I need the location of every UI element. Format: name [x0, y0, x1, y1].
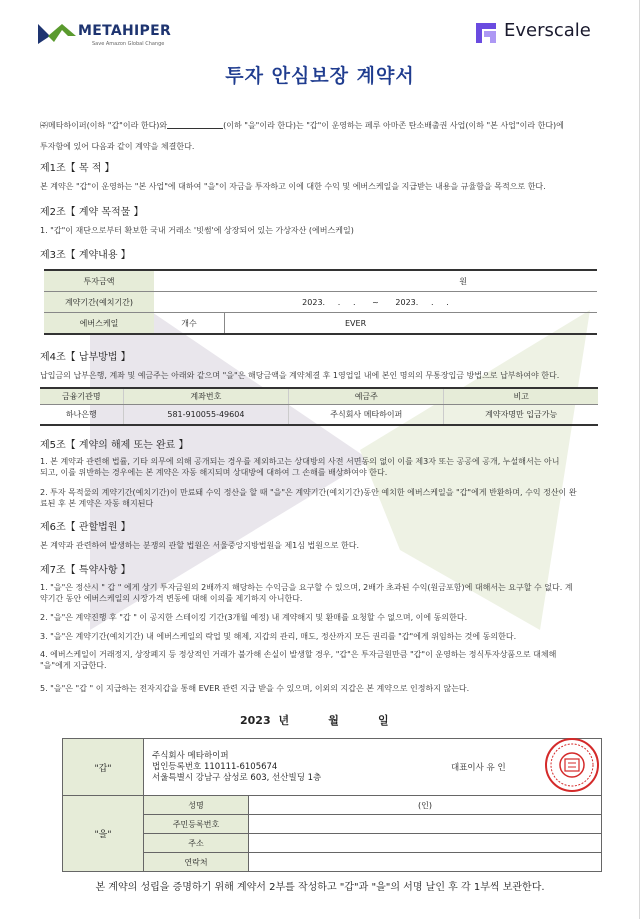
payment-account-table [40, 387, 598, 426]
contract-terms-table [44, 269, 597, 335]
article-7-heading: 제7조【 특약사항 】 [40, 565, 131, 576]
intro-paragraph [40, 119, 600, 154]
article-7-clause-2: 2. "을"은 계약진행 후 "갑 " 이 공지한 스테이킹 기간(3개월 예정) 내 계약해지 및 환매를 요청할 수 없으며, 이에 동의한다. [40, 613, 468, 622]
article-4-body: 납입금의 납부은행, 계좌 및 예금주는 아래와 같으며 "을"은 해당금액을 계약체결 후 1영업일 내에 본인 명의의 무통장입금 방법으로 납부하여야 한다. [40, 371, 560, 380]
metahiper-logo-tagline: Save Amazon Global Change [92, 41, 165, 47]
address-label: 주소 [144, 834, 249, 853]
account-holder: 주식회사 메타하이퍼 [289, 405, 444, 426]
article-6-heading: 제6조【 관할법원 】 [40, 522, 131, 533]
period-start: 2023. . . [302, 297, 356, 307]
company-seal-stamp [544, 737, 600, 793]
article-7-clause-1-line2: 약기간 동안 에버스케일의 시장가격 변동에 대해 이의를 제기하지 아니한다. [40, 594, 303, 603]
article-5-clause-2-line1: 2. 투자 목적물의 계약기간(예치기간)이 만료돼 수익 정산을 할 때 "을"은 계약기간(예치기간)동안 예치한 에버스케일을 "갑"에게 반환하며, 수익 정산이 완 [40, 488, 577, 497]
article-5-heading: 제5조【 계약의 해제 또는 완료 】 [40, 440, 189, 451]
investment-amount-label: 투자금액 [44, 270, 154, 292]
party-a-representative: 대표이사 유 인 [437, 739, 602, 796]
investment-amount-unit: 원 [154, 270, 597, 292]
signature-table [62, 738, 602, 872]
party-b-label: "을" [63, 796, 144, 872]
rrn-field[interactable] [249, 815, 602, 834]
intro-line2: 투자함에 있어 다음과 같이 계약을 체결한다. [40, 142, 195, 151]
article-5-clause-1-line2: 되고, 이를 위반하는 경우에는 본 계약은 자동 해지되며 상대방에 대하여 그 손해를 배상하여야 한다. [40, 468, 388, 477]
article-7-clause-4-line1: 4. 에버스케일이 거래정지, 상장폐지 등 정상적인 거래가 불가해 손실이 발생할 경우, "갑"은 투자금원만큼 "갑"이 운영하는 정식투자상품으로 대체해 [40, 650, 557, 659]
party-a-label: "갑" [63, 739, 144, 796]
address-field[interactable] [249, 834, 602, 853]
rrn-label: 주민등록번호 [144, 815, 249, 834]
party-a-address: 서울특별시 강남구 삼성로 603, 선산빌딩 1층 [152, 772, 322, 783]
closing-statement: 본 계약의 성립을 증명하기 위해 계약서 2부를 작성하고 "갑"과 "을"의 서명 날인 후 각 1부씩 보관한다. [95, 882, 545, 893]
account-note: 계약자명만 입금가능 [444, 405, 598, 426]
party-a-registration: 법인등록번호 110111-6105674 [152, 761, 278, 772]
account-number: 581-910055-49604 [123, 405, 289, 426]
bank-name: 하나은행 [40, 405, 123, 426]
article-7-clause-4-line2: "을"에게 지급한다. [40, 661, 107, 670]
note-header: 비고 [444, 388, 598, 405]
bank-header: 금융기관명 [40, 388, 123, 405]
everscale-logo-name: Everscale [504, 20, 591, 41]
article-1-body: 본 계약은 "갑"이 운영하는 "본 사업"에 대하여 "을"이 자금을 투자하고 이에 대한 수익 및 에버스케일을 지급받는 내용을 규율함을 목적으로 한다. [40, 182, 546, 191]
period-end: 2023. . . [395, 297, 449, 307]
article-2-heading: 제2조【 계약 목적물 】 [40, 207, 144, 218]
everscale-unit: EVER [225, 313, 598, 335]
contact-field[interactable] [249, 853, 602, 872]
contract-period-field [154, 292, 597, 313]
article-5-clause-1 [40, 456, 600, 478]
article-5-clause-2-line2: 료된 후 본 계약은 자동 해지된다 [40, 499, 154, 508]
contact-label: 연락처 [144, 853, 249, 872]
article-7-clause-1-line1: 1. "을"은 정산시 " 갑 " 에게 상기 투자금원의 2배까지 해당하는 수익금을 요구할 수 있으며, 2배가 초과된 수익(원금포함)에 대해서는 요구할 수 없다. 계 [40, 583, 573, 592]
everscale-count-label: 개수 [154, 313, 225, 335]
metahiper-logo-icon [38, 22, 76, 44]
article-2-body: 1. "갑"이 재단으로부터 확보한 국내 거래소 '빗썸'에 상장되어 있는 가상자산 (에버스케일) [40, 226, 354, 235]
contract-period-label: 계약기간(예치기간) [44, 292, 154, 313]
metahiper-logo [38, 22, 172, 48]
everscale-logo [474, 20, 591, 49]
article-4-heading: 제4조【 납부방법 】 [40, 352, 131, 363]
party-b-name-blank[interactable] [167, 120, 223, 129]
intro-part1: ㈜메타하이퍼(이하 "갑"이라 한다)와 [40, 121, 168, 130]
period-separator: ~ [372, 297, 379, 307]
metahiper-logo-name: METAHIPER [78, 23, 172, 39]
article-7-clause-5: 5. "을"은 "갑 " 이 지급하는 전자지갑을 통해 EVER 관련 지급 받을 수 있으며, 이외의 지갑은 본 계약으로 인정하지 않는다. [40, 684, 470, 693]
party-a-company: 주식회사 메타하이퍼 [152, 750, 229, 761]
intro-part2: (이하 "을"이라 한다)는 "갑"이 운영하는 페루 아마존 탄소배출권 사업(이하 "본 사업"이라 한다)에 [223, 121, 564, 130]
article-5-clause-1-line1: 1. 본 계약과 관련해 법률, 기타 의무에 의해 공개되는 경우를 제외하고는 상대방의 사전 서면동의 없이 이를 제3자 또는 공공에 공개, 누설해서는 아니 [40, 457, 560, 466]
article-7-clause-3: 3. "을"은 계약기간(예치기간) 내 에버스케일의 락업 및 해제, 지갑의 관리, 매도, 정산까지 모든 권리를 "갑"에게 위임하는 것에 동의한다. [40, 632, 517, 641]
article-3-heading: 제3조【 계약내용 】 [40, 250, 131, 261]
page-title: 투자 안심보장 계약서 [225, 65, 415, 87]
article-6-body: 본 계약과 관련하여 발생하는 분쟁의 관할 법원은 서울중앙지방법원을 제1심 법원으로 한다. [40, 541, 359, 550]
article-7-clause-4 [40, 649, 600, 671]
name-label: 성명 [144, 796, 249, 815]
signature-date: 2023 년 월 일 [240, 714, 389, 727]
holder-header: 예금주 [289, 388, 444, 405]
everscale-logo-icon [474, 21, 498, 45]
article-1-heading: 제1조【 목 적 】 [40, 163, 115, 174]
seal-mark: (인) [418, 800, 432, 810]
name-field[interactable] [249, 796, 602, 815]
party-a-info [144, 739, 438, 796]
article-5-clause-2 [40, 487, 600, 509]
account-header: 계좌번호 [123, 388, 289, 405]
article-7-clause-1 [40, 582, 600, 604]
everscale-label: 에버스케일 [44, 313, 154, 335]
